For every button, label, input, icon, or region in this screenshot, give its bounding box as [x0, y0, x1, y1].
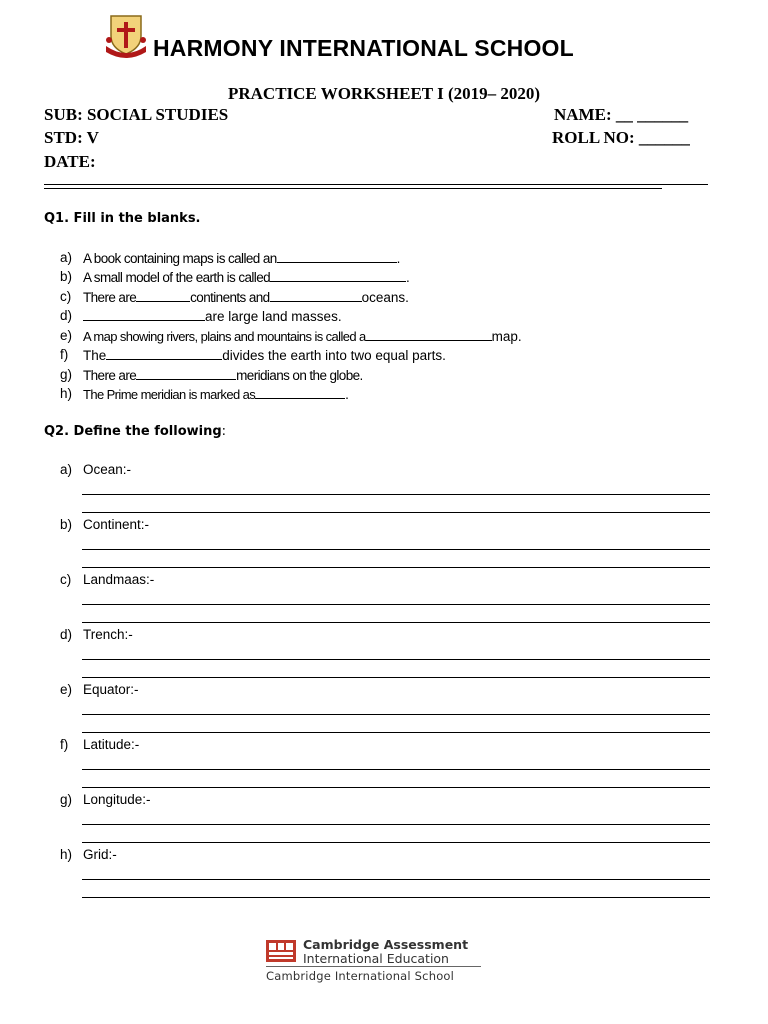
item-letter: e) [60, 328, 73, 343]
answer-line[interactable] [82, 622, 710, 623]
item-text: A map showing rivers, plains and mountains is called a [83, 329, 366, 344]
term-label: Grid:- [83, 847, 117, 862]
cambridge-name: Cambridge Assessment [303, 937, 469, 952]
roll-no-field: ROLL NO: ______ [552, 128, 690, 147]
answer-line[interactable] [82, 659, 710, 660]
answer-blank[interactable] [366, 328, 492, 341]
subject-label: SUB: SOCIAL STUDIES [44, 105, 229, 124]
item-text: continents and [190, 290, 270, 305]
cambridge-school-label: Cambridge International School [266, 969, 455, 983]
item-text: are large land masses. [205, 309, 342, 324]
item-letter: e) [60, 682, 73, 697]
item-text: meridians on the globe. [236, 368, 363, 383]
item-text: The Prime meridian is marked as [83, 387, 256, 402]
answer-line[interactable] [82, 842, 710, 843]
answer-blank[interactable] [270, 289, 362, 302]
term-label: Ocean:- [83, 462, 132, 477]
item-letter: g) [60, 792, 73, 807]
term-label: Trench:- [83, 627, 133, 642]
term-label: Equator:- [83, 682, 139, 697]
item-text: . [396, 251, 401, 266]
q2-heading-text: Q2. Define the following [44, 424, 222, 439]
item-letter: b) [60, 517, 73, 532]
item-text: . [345, 387, 349, 402]
q1-heading: Q1. Fill in the blanks. [44, 211, 201, 226]
term-label: Continent:- [83, 517, 150, 532]
answer-blank[interactable] [277, 250, 397, 263]
std-label: STD: V [44, 128, 99, 147]
q2-heading [44, 424, 226, 439]
item-text: There are [83, 290, 137, 305]
answer-line[interactable] [82, 769, 710, 770]
item-letter: d) [60, 627, 73, 642]
cambridge-subtitle: International Education [303, 951, 449, 966]
answer-blank[interactable] [106, 347, 222, 360]
answer-line[interactable] [82, 567, 710, 568]
date-label: DATE: [44, 152, 96, 171]
answer-blank[interactable] [136, 289, 190, 302]
item-text: A book containing maps is called an [83, 251, 277, 266]
answer-line[interactable] [82, 677, 710, 678]
answer-line[interactable] [82, 897, 710, 898]
answer-line[interactable] [82, 879, 710, 880]
answer-line[interactable] [82, 512, 710, 513]
item-text: There are [83, 368, 137, 383]
answer-line[interactable] [82, 714, 710, 715]
item-text: The [83, 348, 107, 363]
header-divider [44, 184, 708, 185]
name-field: NAME: __ ______ [554, 105, 689, 124]
answer-blank[interactable] [83, 308, 205, 321]
item-text: . [406, 270, 410, 285]
item-letter: b) [60, 269, 73, 284]
answer-blank[interactable] [255, 386, 345, 399]
item-letter: f) [60, 737, 69, 752]
answer-line[interactable] [82, 824, 710, 825]
item-text: A small model of the earth is called [83, 270, 271, 285]
answer-line[interactable] [82, 494, 710, 495]
cambridge-shield-icon [266, 940, 296, 962]
header-divider [44, 188, 662, 189]
q2-heading-colon: : [221, 424, 227, 439]
item-letter: h) [60, 386, 73, 401]
footer-divider [266, 966, 481, 967]
item-text: oceans. [361, 290, 409, 305]
term-label: Longitude:- [83, 792, 151, 807]
item-letter: a) [60, 462, 73, 477]
answer-blank[interactable] [270, 269, 406, 282]
worksheet-title: PRACTICE WORKSHEET I (2019– 2020) [227, 84, 541, 103]
answer-line[interactable] [82, 732, 710, 733]
item-letter: f) [60, 347, 69, 362]
school-name: HARMONY INTERNATIONAL SCHOOL [153, 35, 574, 61]
answer-line[interactable] [82, 604, 710, 605]
item-letter: g) [60, 367, 73, 382]
item-letter: h) [60, 847, 73, 862]
item-text: map. [491, 329, 522, 344]
term-label: Latitude:- [83, 737, 140, 752]
answer-line[interactable] [82, 549, 710, 550]
answer-line[interactable] [82, 787, 710, 788]
item-letter: a) [60, 250, 73, 265]
term-label: Landmaas:- [83, 572, 155, 587]
school-crest-logo [103, 14, 149, 58]
item-letter: c) [60, 572, 72, 587]
item-text: divides the earth into two equal parts. [222, 348, 446, 363]
item-letter: d) [60, 308, 73, 323]
answer-blank[interactable] [136, 367, 236, 380]
item-letter: c) [60, 289, 72, 304]
